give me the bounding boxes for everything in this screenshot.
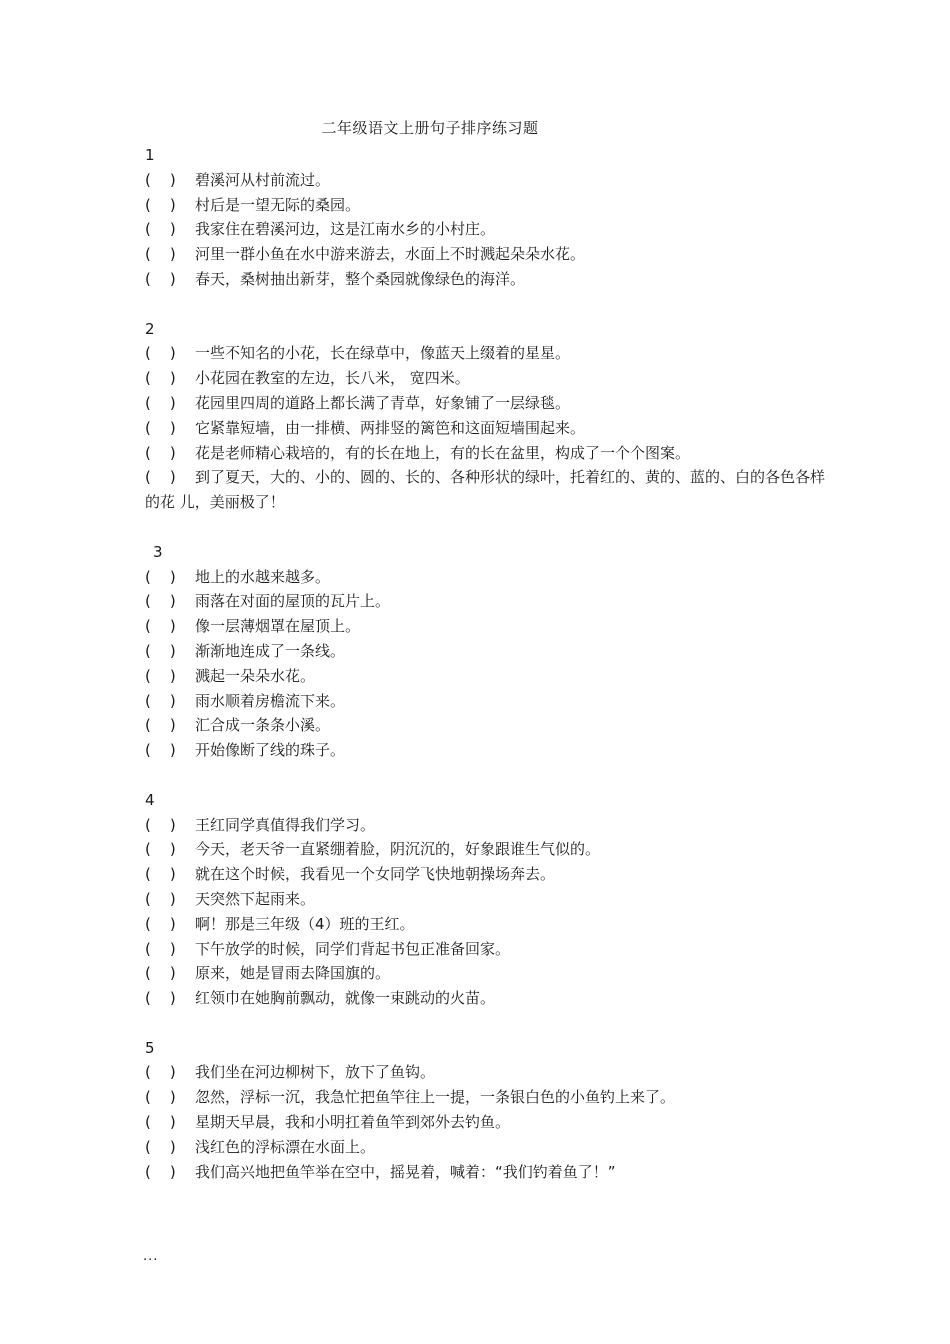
answer-bracket: ( ): [145, 592, 176, 611]
sentence-item: [145, 937, 825, 962]
answer-bracket: ( ): [145, 939, 176, 958]
sentence-text: 到了夏天，大的、小的、圆的、长的、各种形状的绿叶，托着红的、黄的、蓝的、白的各色各样的花 儿，美丽极了！: [145, 468, 826, 512]
sentence-item: [145, 267, 825, 292]
answer-bracket: ( ): [145, 914, 176, 933]
sentence-text: 地上的水越来越多。: [195, 567, 331, 586]
answer-bracket: ( ): [145, 269, 176, 288]
page-title: 二年级语文上册句子排序练习题: [321, 119, 539, 137]
sentence-text: 今天，老天爷一直紧绷着脸，阴沉沉的，好象跟谁生气似的。: [195, 840, 601, 859]
section-number: 3: [153, 542, 163, 561]
sentence-text: 雨落在对面的屋顶的瓦片上。: [195, 592, 391, 611]
answer-bracket: ( ): [145, 170, 176, 189]
sentence-text: 我们高兴地把鱼竿举在空中，摇晃着，喊着：“我们钓着鱼了！”: [195, 1162, 616, 1181]
answer-bracket: ( ): [145, 344, 176, 363]
section-number: 1: [145, 146, 155, 164]
sentence-item: [145, 341, 825, 366]
sentence-item: [145, 1085, 825, 1110]
sentence-text: 开始像断了线的珠子。: [195, 741, 346, 760]
exercise-section-2: [145, 317, 825, 515]
answer-bracket: ( ): [145, 468, 176, 487]
answer-bracket: ( ): [145, 567, 176, 586]
sentence-text: 春天，桑树抽出新芽，整个桑园就像绿色的海洋。: [195, 269, 526, 288]
sentence-text: 天突然下起雨来。: [195, 889, 316, 908]
answer-bracket: ( ): [145, 964, 176, 983]
exercise-section-4: [145, 788, 825, 1011]
sentence-text: 小花园在教室的左边，长八米， 宽四米。: [195, 369, 470, 388]
sentence-item: [145, 664, 825, 689]
sentence-item: [145, 813, 825, 838]
sentence-text: 它紧靠短墙，由一排横、两排竖的篱笆和这面短墙围起来。: [195, 418, 586, 437]
sentence-item: [145, 465, 825, 515]
sentence-item: [145, 614, 825, 639]
section-number: 2: [145, 319, 155, 338]
answer-bracket: ( ): [145, 369, 176, 388]
section-number: 5: [145, 1038, 155, 1057]
sentence-item: [145, 416, 825, 441]
sentence-text: 一些不知名的小花，长在绿草中，像蓝天上缀着的星星。: [195, 344, 571, 363]
sentence-item: [145, 738, 825, 763]
sentence-item: [145, 887, 825, 912]
answer-bracket: ( ): [145, 889, 176, 908]
answer-bracket: ( ): [145, 1063, 176, 1082]
sentence-text: 我们坐在河边柳树下，放下了鱼钩。: [195, 1063, 436, 1082]
sentence-text: 我家住在碧溪河边，这是江南水乡的小村庄。: [195, 220, 496, 239]
sentence-text: 碧溪河从村前流过。: [195, 170, 331, 189]
sentence-text: 汇合成一条条小溪。: [195, 716, 331, 735]
sentence-text: 浅红色的浮标漂在水面上。: [195, 1137, 376, 1156]
answer-bracket: ( ): [145, 245, 176, 264]
answer-bracket: ( ): [145, 716, 176, 735]
sentence-item: [145, 639, 825, 664]
answer-bracket: ( ): [145, 666, 176, 685]
sentence-text: 忽然，浮标一沉，我急忙把鱼竿往上一提，一条银白色的小鱼钓上来了。: [195, 1088, 676, 1107]
exercise-section-5: [145, 1036, 825, 1185]
answer-bracket: ( ): [145, 691, 176, 710]
sentence-text: 红领巾在她胸前飘动，就像一束跳动的火苗。: [195, 989, 496, 1008]
answer-bracket: ( ): [145, 641, 176, 660]
answer-bracket: ( ): [145, 195, 176, 214]
sentence-item: [145, 961, 825, 986]
sentence-item: [145, 986, 825, 1011]
sentence-item: [145, 242, 825, 267]
sentence-text: 雨水顺着房檐流下来。: [195, 691, 346, 710]
answer-bracket: ( ): [145, 443, 176, 462]
answer-bracket: ( ): [145, 1088, 176, 1107]
answer-bracket: ( ): [145, 1162, 176, 1181]
sentence-item: [145, 193, 825, 218]
exercise-list: [145, 143, 825, 1209]
sentence-text: 就在这个时候，我看见一个女同学飞快地朝操场奔去。: [195, 865, 556, 884]
sentence-item: [145, 713, 825, 738]
answer-bracket: ( ): [145, 1113, 176, 1132]
sentence-item: [145, 168, 825, 193]
sentence-text: 溅起一朵朵水花。: [195, 666, 316, 685]
page-footer-ellipsis: ...: [143, 1249, 159, 1264]
sentence-item: [145, 565, 825, 590]
sentence-item: [145, 689, 825, 714]
answer-bracket: ( ): [145, 220, 176, 239]
sentence-text: 原来，她是冒雨去降国旗的。: [195, 964, 391, 983]
sentence-item: [145, 366, 825, 391]
sentence-text: 渐渐地连成了一条线。: [195, 641, 346, 660]
sentence-item: [145, 1135, 825, 1160]
sentence-item: [145, 1160, 825, 1185]
sentence-item: [145, 391, 825, 416]
sentence-text: 村后是一望无际的桑园。: [195, 195, 361, 214]
sentence-text: 花是老师精心栽培的，有的长在地上，有的长在盆里，构成了一个个图案。: [195, 443, 691, 462]
sentence-text: 像一层薄烟罩在屋顶上。: [195, 617, 361, 636]
sentence-item: [145, 912, 825, 937]
answer-bracket: ( ): [145, 741, 176, 760]
sentence-text: 下午放学的时候，同学们背起书包正准备回家。: [195, 939, 511, 958]
answer-bracket: ( ): [145, 418, 176, 437]
sentence-item: [145, 217, 825, 242]
answer-bracket: ( ): [145, 989, 176, 1008]
sentence-text: 星期天早晨，我和小明扛着鱼竿到郊外去钓鱼。: [195, 1113, 511, 1132]
sentence-item: [145, 862, 825, 887]
section-number: 4: [145, 790, 155, 809]
answer-bracket: ( ): [145, 617, 176, 636]
sentence-text: 河里一群小鱼在水中游来游去，水面上不时溅起朵朵水花。: [195, 245, 586, 264]
sentence-item: [145, 1110, 825, 1135]
sentence-item: [145, 837, 825, 862]
answer-bracket: ( ): [145, 840, 176, 859]
sentence-item: [145, 441, 825, 466]
sentence-text: 王红同学真值得我们学习。: [195, 815, 376, 834]
exercise-section-3: [145, 540, 825, 763]
answer-bracket: ( ): [145, 815, 176, 834]
answer-bracket: ( ): [145, 1137, 176, 1156]
answer-bracket: ( ): [145, 865, 176, 884]
sentence-item: [145, 1060, 825, 1085]
exercise-section-1: [145, 143, 825, 292]
answer-bracket: ( ): [145, 393, 176, 412]
sentence-text: 花园里四周的道路上都长满了青草，好象铺了一层绿毯。: [195, 393, 571, 412]
sentence-text: 啊！那是三年级（4）班的王红。: [195, 914, 415, 933]
sentence-item: [145, 589, 825, 614]
